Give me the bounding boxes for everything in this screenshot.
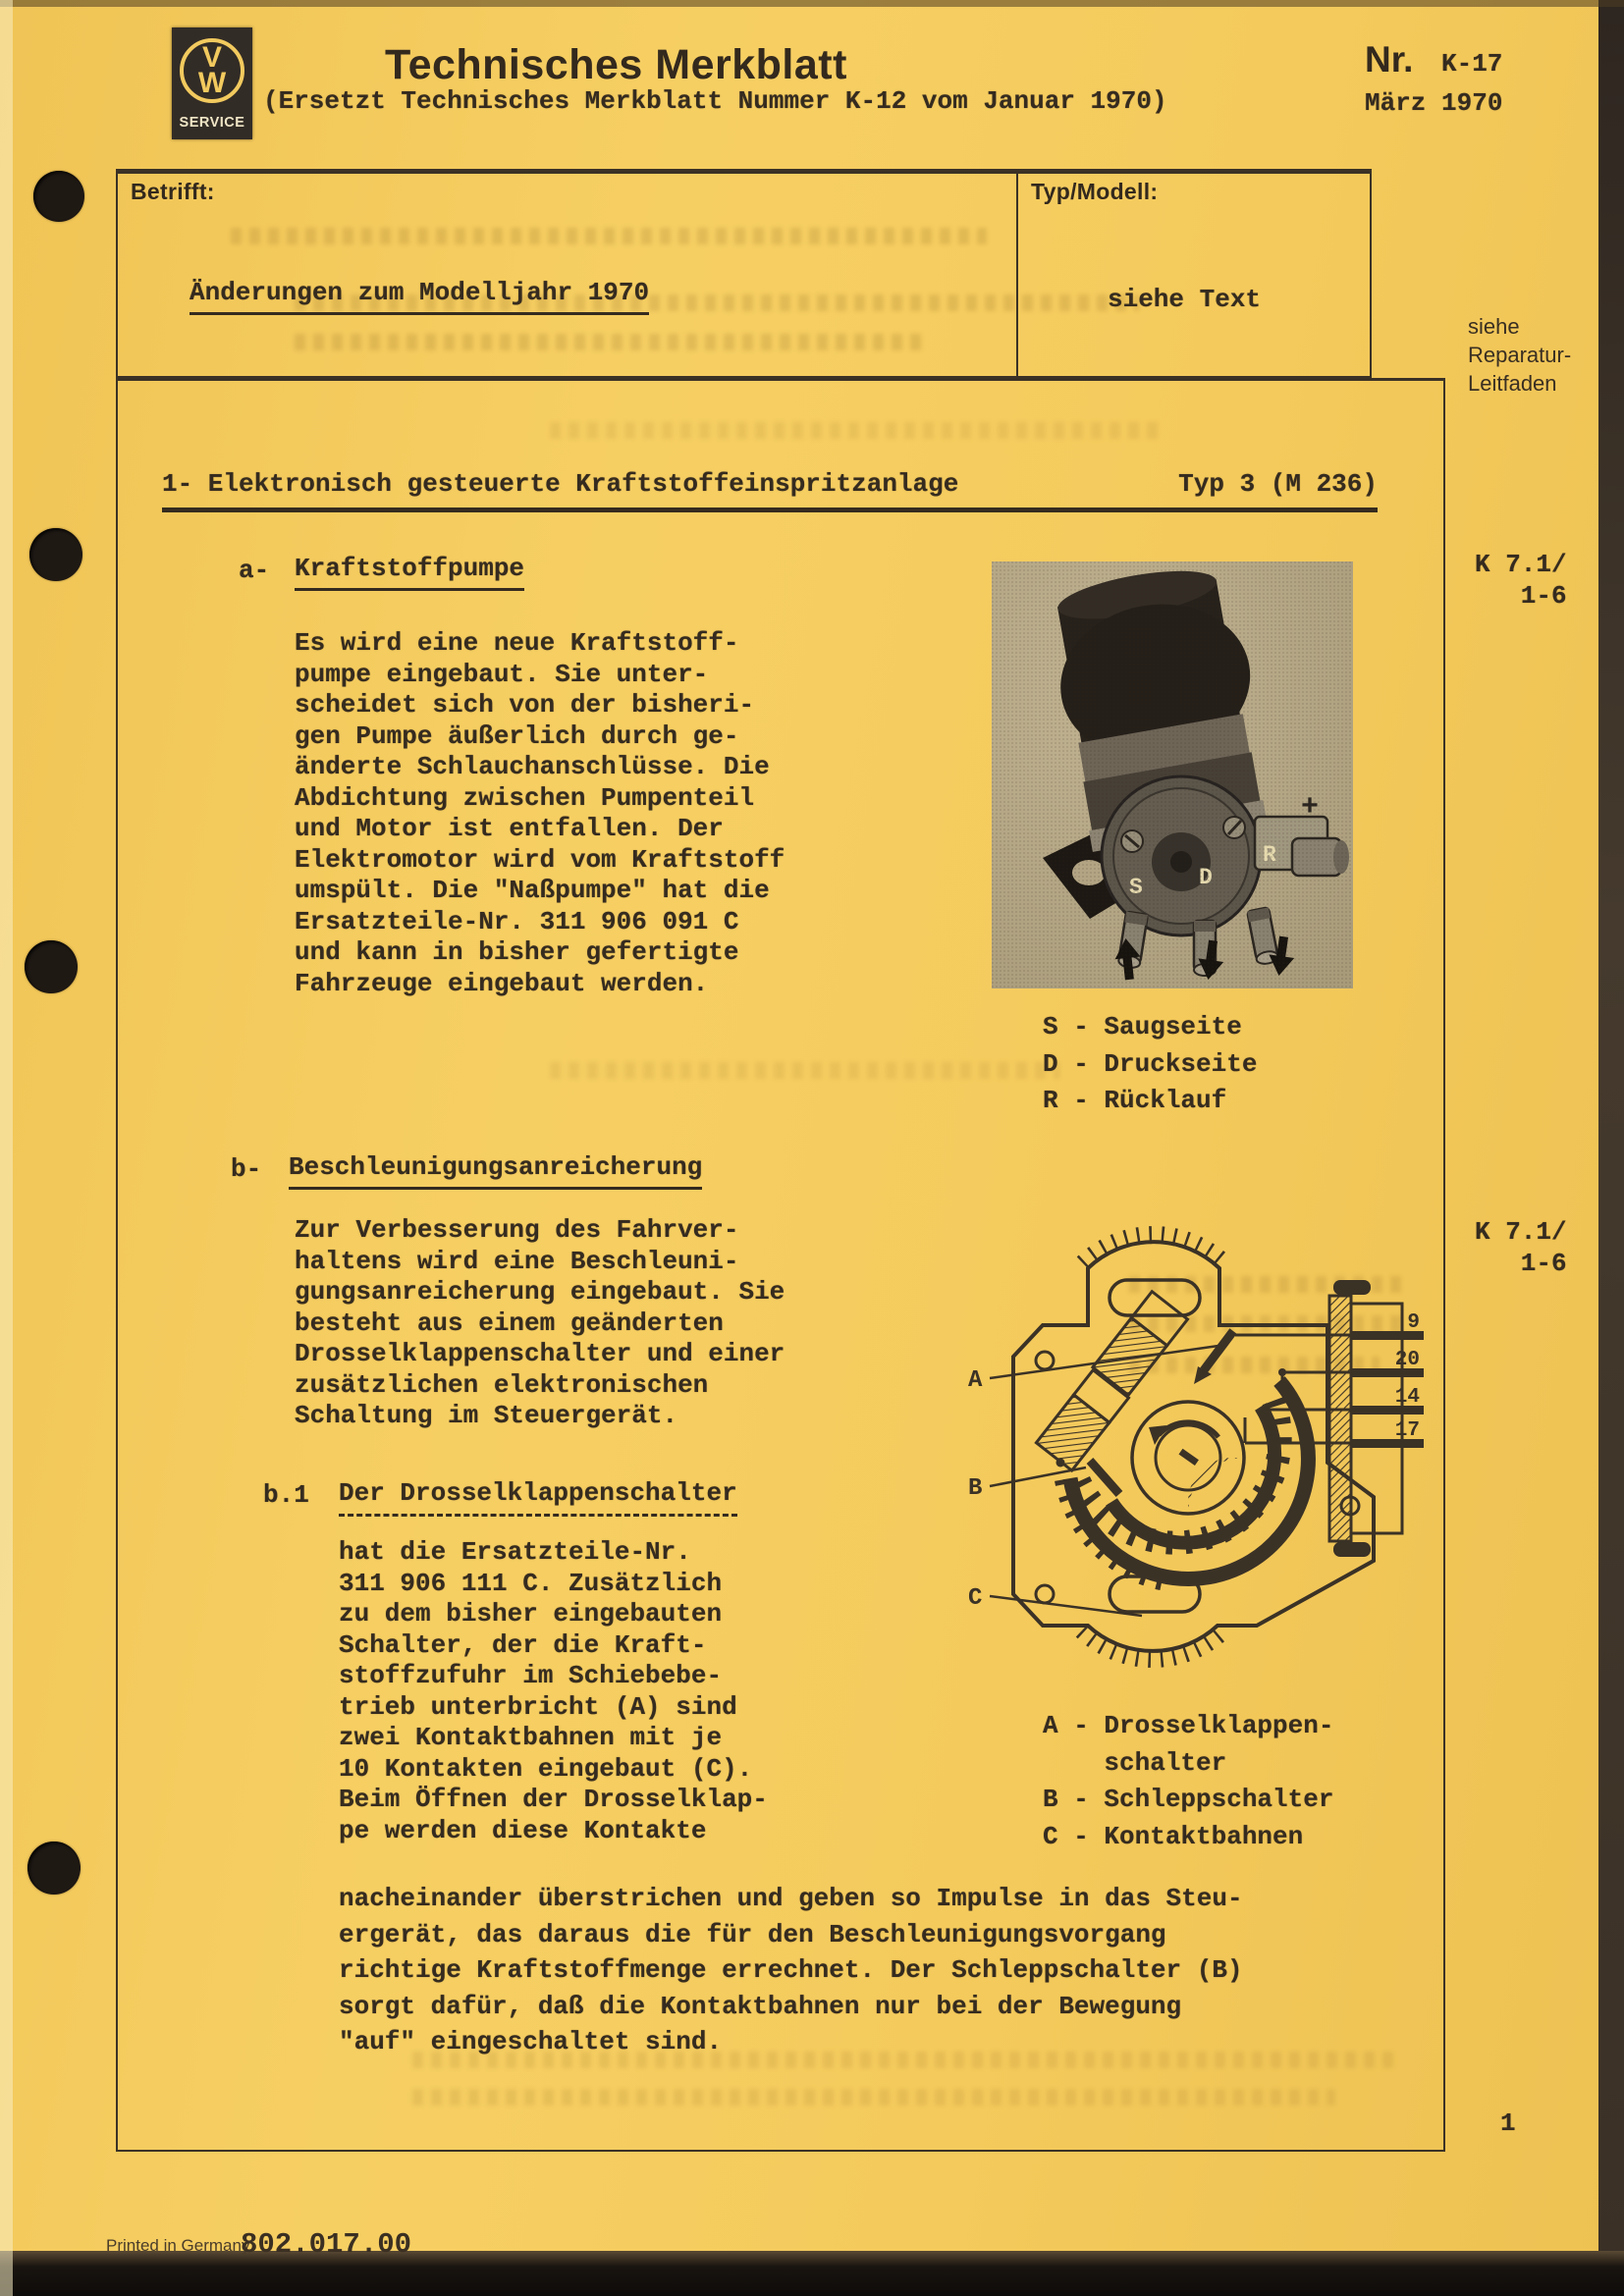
pin-number-20: 20: [1394, 1349, 1420, 1371]
text-line: besteht aus einem geänderten: [295, 1308, 724, 1338]
logo-letter-w: W: [197, 67, 227, 99]
section-1-heading: [162, 469, 1378, 512]
pin-number-14: 14: [1394, 1386, 1420, 1409]
betrifft-label: Betrifft:: [131, 179, 215, 204]
page-title: Technisches Merkblatt: [385, 41, 847, 88]
section-b1-label: b.1: [263, 1480, 309, 1510]
text-line: 1-6: [1475, 580, 1567, 611]
text-line: 311 906 111 C. Zusätzlich: [339, 1568, 723, 1598]
repair-manual-note: [1468, 312, 1571, 398]
text-line: zwei Kontaktbahnen mit je: [339, 1723, 723, 1752]
text-line: scheidet sich von der bisheri-: [295, 690, 755, 720]
bulletin-number-label: Nr.: [1365, 39, 1414, 80]
printed-in-germany: Printed in Germany: [106, 2236, 250, 2255]
diagram-legend: [1043, 1708, 1333, 1855]
text-line: Fahrzeuge eingebaut werden.: [295, 968, 709, 998]
text-line: hat die Ersatzteile-Nr.: [339, 1537, 691, 1567]
text-line: Elektromotor wird vom Kraftstoff: [295, 844, 785, 875]
text-line: 1-6: [1475, 1248, 1567, 1278]
text-line: Zur Verbesserung des Fahrver-: [295, 1215, 739, 1245]
text-line: haltens wird eine Beschleuni-: [295, 1246, 739, 1276]
bleed-through-smudge: [550, 422, 1159, 439]
bulletin-date: März 1970: [1365, 88, 1503, 118]
section-1-heading-type: Typ 3 (M 236): [1178, 469, 1378, 499]
bulletin-number-value: K-17: [1441, 49, 1503, 79]
housing-slot: [1110, 1280, 1200, 1315]
bleed-through-smudge: [412, 2089, 1335, 2106]
pin-number-17: 17: [1394, 1419, 1420, 1442]
punch-hole: [29, 528, 82, 581]
text-line: und kann in bisher gefertigte: [295, 937, 739, 967]
text-line: Reparatur-: [1468, 343, 1572, 367]
logo-service-label: SERVICE: [179, 115, 245, 131]
frame-rule-top: [116, 378, 1445, 381]
text-line: Leitfaden: [1468, 371, 1557, 396]
text-line: Ersatzteile-Nr. 311 906 091 C: [295, 906, 739, 936]
typ-modell-label: Typ/Modell:: [1031, 179, 1159, 204]
contact-lever-b: [1090, 1461, 1119, 1494]
text-line: B - Schleppschalter: [1043, 1785, 1334, 1814]
text-line: sorgt dafür, daß die Kontaktbahnen nur bei der Bewegung: [339, 1991, 1182, 2021]
text-line: Schalter, der die Kraft-: [339, 1629, 707, 1660]
punch-hole: [25, 940, 78, 993]
page-subtitle: (Ersetzt Technisches Merkblatt Nummer K-12 vom Januar 1970): [263, 86, 1167, 116]
text-line: K 7.1/: [1475, 1217, 1567, 1247]
text-line: pe werden diese Kontakte: [339, 1815, 707, 1845]
text-line: D - Druckseite: [1043, 1048, 1258, 1079]
text-line: nacheinander überstrichen und geben so Impulse in das Steu-: [339, 1884, 1243, 1913]
text-line: Abdichtung zwischen Pumpenteil: [295, 782, 755, 813]
leader-line-c: [990, 1596, 1142, 1616]
diagram-label-b: B: [968, 1475, 983, 1502]
bleed-through-smudge: [550, 1062, 1060, 1079]
print-code: 802.017.00: [241, 2228, 412, 2261]
section-b-paragraph: [295, 1215, 785, 1432]
text-line: änderte Schlauchanschlüsse. Die: [295, 752, 770, 781]
section-b1-paragraph: [339, 1537, 768, 1846]
punch-hole: [27, 1842, 81, 1895]
typ-modell-value: siehe Text: [1108, 285, 1262, 314]
text-line: Drosselklappenschalter und einer: [295, 1339, 785, 1368]
text-line: Es wird eine neue Kraftstoff-: [295, 628, 739, 658]
text-line: zusätzlichen elektronischen: [295, 1369, 709, 1400]
text-line: zu dem bisher eingebauten: [339, 1599, 723, 1629]
info-box-divider: [1016, 169, 1018, 378]
text-line: stoffzufuhr im Schiebebe-: [339, 1661, 723, 1690]
scan-edge-top: [0, 0, 1624, 7]
text-line: R - Rücklauf: [1043, 1086, 1227, 1115]
scan-edge-left: [0, 0, 13, 2296]
text-line: Beim Öffnen der Drosselklap-: [339, 1785, 768, 1814]
top-tick-scale: [1083, 1235, 1224, 1263]
text-line: "auf" eingeschaltet sind.: [339, 2027, 723, 2056]
text-line: richtige Kraftstoffmenge errechnet. Der Schleppschalter (B): [339, 1955, 1243, 1985]
frame-rule-left: [116, 378, 118, 2152]
text-line: schalter: [1043, 1747, 1227, 1778]
text-line: 10 Kontakten eingebaut (C).: [339, 1753, 753, 1784]
subject-model-box: [116, 169, 1372, 378]
frame-rule-right: [1443, 378, 1445, 2152]
text-line: K 7.1/: [1475, 550, 1567, 579]
contact-lever-a: [1204, 1331, 1233, 1370]
text-line: gungsanreicherung eingebaut. Sie: [295, 1277, 785, 1307]
scan-edge-right: [1598, 0, 1624, 2296]
diagram-label-c: C: [968, 1585, 983, 1612]
frame-rule-bottom: [116, 2150, 1445, 2152]
betrifft-value: Änderungen zum Modelljahr 1970: [189, 278, 649, 315]
section-a-paragraph: [295, 628, 785, 999]
logo-letter-v: V: [201, 41, 223, 74]
text-line: Schaltung im Steuergerät.: [295, 1401, 678, 1430]
screw-hole: [1036, 1585, 1054, 1603]
repair-ref-b: [1475, 1217, 1567, 1279]
section-a-heading: Kraftstoffpumpe: [295, 554, 524, 591]
bottom-tick-scale: [1082, 1630, 1223, 1659]
fuel-pump-photo: [992, 561, 1353, 993]
repair-ref-a: [1475, 550, 1567, 612]
photo-legend: [1043, 1009, 1257, 1120]
connector-body: [1329, 1296, 1351, 1541]
page-number: 1: [1500, 2109, 1516, 2138]
pin-number-9: 9: [1407, 1311, 1420, 1334]
text-line: gen Pumpe äußerlich durch ge-: [295, 721, 739, 751]
vw-roundel-icon: [172, 27, 252, 139]
section-1-heading-text: 1- Elektronisch gesteuerte Kraftstoffeinspritzanlage: [162, 469, 959, 499]
text-line: ergerät, das daraus die für den Beschleunigungsvorgang: [339, 1919, 1166, 1949]
text-line: umspült. Die "Naßpumpe" hat die: [295, 876, 770, 905]
rotor-screw-slot: [1179, 1449, 1199, 1466]
connector-cap: [1333, 1280, 1371, 1295]
connector-cap: [1333, 1542, 1371, 1557]
text-line: pumpe eingebaut. Sie unter-: [295, 659, 709, 689]
section-b1-heading: Der Drosselklappenschalter: [339, 1478, 737, 1517]
section-a-label: a-: [239, 556, 270, 585]
text-line: siehe: [1468, 314, 1520, 339]
throttle-switch-diagram: [941, 1178, 1432, 1674]
halftone-overlay: [992, 561, 1353, 988]
vw-service-logo: [172, 27, 252, 139]
punch-hole: [33, 171, 84, 222]
section-b-label: b-: [231, 1154, 262, 1184]
text-line: A - Drosselklappen-: [1043, 1711, 1334, 1740]
text-line: C - Kontaktbahnen: [1043, 1821, 1304, 1851]
diagram-label-a: A: [968, 1367, 983, 1394]
text-line: S - Saugseite: [1043, 1012, 1242, 1041]
section-b-heading: Beschleunigungsanreicherung: [289, 1152, 702, 1190]
section-b1-paragraph-wide: [339, 1881, 1243, 2060]
text-line: und Motor ist entfallen. Der: [295, 814, 724, 843]
screw-hole: [1036, 1352, 1054, 1369]
text-line: trieb unterbricht (A) sind: [339, 1691, 737, 1722]
